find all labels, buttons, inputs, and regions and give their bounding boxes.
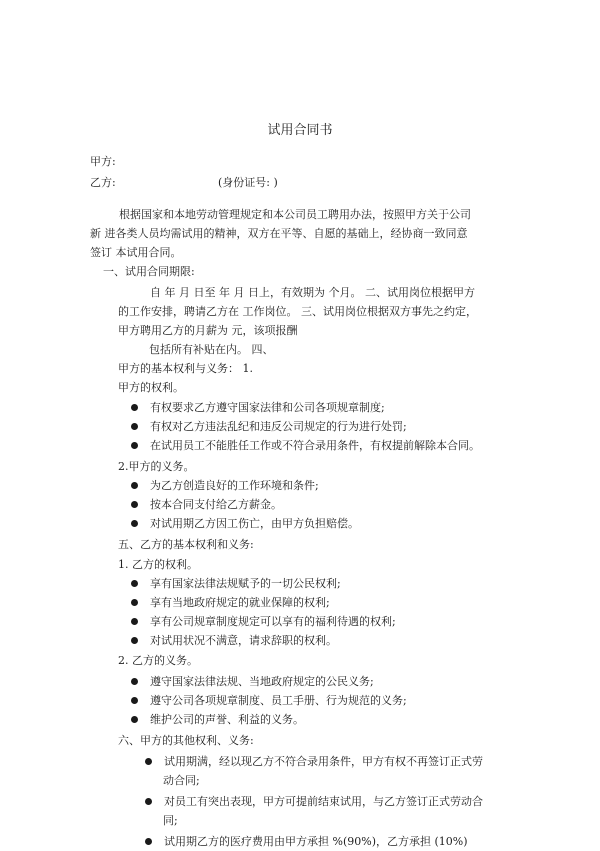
bullet-icon — [131, 697, 138, 704]
section-3-tail: 包括所有补贴在内。 四、 — [149, 343, 274, 356]
bullet-icon — [131, 442, 138, 449]
list-item-continuation: 同; — [163, 814, 178, 827]
list-item: 对试用期乙方因工伤亡，由甲方负担赔偿。 — [131, 514, 359, 533]
list-item: 对试用状况不满意，请求辞职的权利。 — [131, 631, 337, 650]
list-item: 享有当地政府规定的就业保障的权利; — [131, 593, 330, 612]
party-b-duties-heading: 2. 乙方的义务。 — [118, 654, 198, 667]
bullet-icon — [131, 482, 138, 489]
section-1-line-1: 自 年 月 日至 年 月 日上，有效期为 个月。 二、试用岗位根据甲方 — [150, 286, 475, 299]
intro-line-2: 新 进各类人员均需试用的精神，双方在平等、自愿的基础上，经协商一致同意 — [90, 227, 468, 240]
party-a-duties-heading: 2.甲方的义务。 — [118, 460, 195, 473]
bullet-icon — [131, 404, 138, 411]
section-5-heading: 五、乙方的基本权利和义务: — [118, 538, 254, 551]
document-title: 试用合同书 — [267, 123, 333, 138]
section-1-heading: 一、试用合同期限: — [103, 265, 195, 278]
section-4-heading: 甲方的基本权利与义务： 1. — [118, 362, 253, 375]
section-6-heading: 六、甲方的其他权利、义务: — [118, 734, 254, 747]
list-item: 试用期乙方的医疗费用由甲方承担 %(90%)，乙方承担 (10%) — [145, 832, 468, 851]
party-a-line: 甲方: — [90, 155, 116, 168]
list-item: 有权对乙方违法乱纪和违反公司规定的行为进行处罚; — [131, 417, 407, 436]
bullet-icon — [131, 678, 138, 685]
list-item: 维护公司的声誉、利益的义务。 — [131, 710, 304, 729]
bullet-icon — [131, 637, 138, 644]
party-a-rights-heading: 甲方的权利。 — [118, 381, 184, 394]
list-item: 享有国家法律法规赋予的一切公民权利; — [131, 574, 341, 593]
bullet-icon — [131, 716, 138, 723]
list-item: 遵守公司各项规章制度、员工手册、行为规范的义务; — [131, 691, 407, 710]
bullet-icon — [131, 599, 138, 606]
party-b-rights-heading: 1. 乙方的权利。 — [118, 558, 198, 571]
list-item: 按本合同支付给乙方薪金。 — [131, 495, 282, 514]
bullet-icon — [145, 758, 152, 765]
list-item: 享有公司规章制度规定可以享有的福利待遇的权利; — [131, 612, 396, 631]
list-item: 对员工有突出表现，甲方可提前结束试用，与乙方签订正式劳动合 — [145, 792, 483, 811]
bullet-icon — [131, 520, 138, 527]
list-item: 为乙方创造良好的工作环境和条件; — [131, 476, 319, 495]
id-number-label: (身份证号: ) — [218, 176, 278, 189]
list-item-continuation: 动合同; — [163, 774, 200, 787]
bullet-icon — [145, 798, 152, 805]
party-b-line: 乙方: — [90, 176, 116, 189]
intro-line-1: 根据国家和本地劳动管理规定和本公司员工聘用办法，按照甲方关于公司 — [119, 208, 471, 221]
bullet-icon — [131, 618, 138, 625]
section-1-line-2: 的工作安排，聘请乙方在 工作岗位。 三、试用岗位根据双方事先之约定， — [118, 305, 477, 318]
bullet-icon — [131, 423, 138, 430]
bullet-icon — [145, 838, 152, 845]
bullet-icon — [131, 501, 138, 508]
section-1-line-3: 甲方聘用乙方的月薪为 元，该项报酬 — [118, 324, 298, 337]
list-item: 在试用员工不能胜任工作或不符合录用条件，有权提前解除本合同。 — [131, 436, 480, 455]
list-item: 遵守国家法律法规、当地政府规定的公民义务; — [131, 672, 374, 691]
list-item: 试用期满，经以现乙方不符合录用条件，甲方有权不再签订正式劳 — [145, 752, 483, 771]
list-item: 有权要求乙方遵守国家法律和公司各项规章制度; — [131, 398, 385, 417]
intro-line-3: 签订 本试用合同。 — [90, 246, 182, 259]
bullet-icon — [131, 580, 138, 587]
